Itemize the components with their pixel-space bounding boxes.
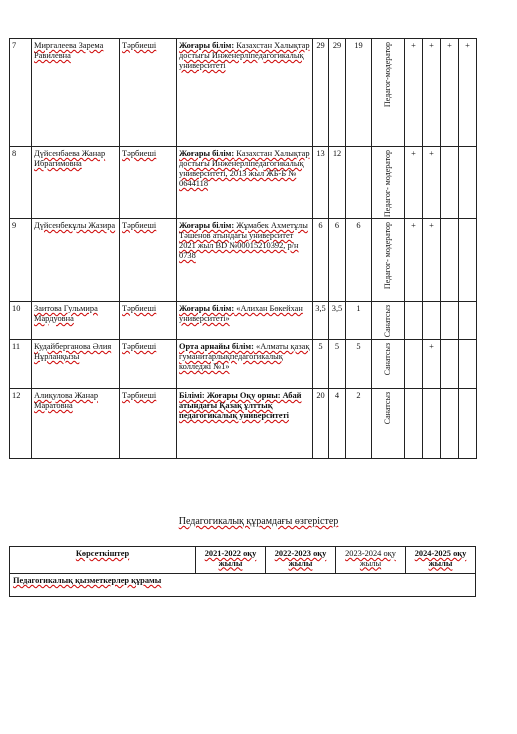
experience-here: 6 bbox=[346, 219, 372, 302]
year-header-2: 2022-2023 оқу жылы bbox=[266, 547, 336, 574]
row-number: 8 bbox=[10, 147, 32, 219]
teacher-position: Тәрбиеші bbox=[120, 302, 177, 340]
mark-2: + bbox=[423, 39, 441, 147]
changes-header-row bbox=[10, 547, 476, 574]
table-row bbox=[10, 389, 477, 459]
teacher-name: Кудайберганова Әлия Нұрланқызы bbox=[32, 340, 120, 389]
section-title-text: Педагогикалық құрамдағы өзгерістер bbox=[178, 516, 339, 527]
staff-composition-label: Педагогикалық қызметкерлер құрамы bbox=[10, 574, 476, 597]
row-number: 10 bbox=[10, 302, 32, 340]
row-number: 9 bbox=[10, 219, 32, 302]
teacher-position: Тәрбиеші bbox=[120, 39, 177, 147]
mark-2 bbox=[423, 302, 441, 340]
table-row bbox=[10, 340, 477, 389]
changes-table bbox=[9, 546, 476, 597]
teacher-position: Тәрбиеші bbox=[120, 147, 177, 219]
table-row bbox=[10, 147, 477, 219]
staff-table bbox=[9, 38, 477, 459]
teacher-position: Тәрбиеші bbox=[120, 340, 177, 389]
teacher-name: Дүйсенбаева Жанар Ибрагимовна bbox=[32, 147, 120, 219]
experience-here bbox=[346, 147, 372, 219]
experience-teaching: 4 bbox=[329, 389, 346, 459]
indicator-header: Көрсеткіштер bbox=[10, 547, 196, 574]
mark-3: + bbox=[441, 39, 459, 147]
mark-1: + bbox=[405, 219, 423, 302]
qualification-category: Педагог- модератор bbox=[372, 147, 405, 219]
mark-2: + bbox=[423, 219, 441, 302]
qualification-category: Санатсыз bbox=[372, 340, 405, 389]
table-row bbox=[10, 219, 477, 302]
experience-here: 2 bbox=[346, 389, 372, 459]
teacher-education: Жоғары білім: Казахстан Халықтар достығы Инженерліпедагогикалық университеті, 2013 жыл ЖБ-Б № 0644118 bbox=[177, 147, 313, 219]
mark-4 bbox=[459, 389, 477, 459]
table-row bbox=[10, 39, 477, 147]
experience-total: 13 bbox=[313, 147, 329, 219]
teacher-education: Орта арнайы білім: «Алматы қазақ гуманитарлықпедагогикалық колледжі №1» bbox=[177, 340, 313, 389]
experience-teaching: 3,5 bbox=[329, 302, 346, 340]
row-number: 12 bbox=[10, 389, 32, 459]
mark-3 bbox=[441, 219, 459, 302]
mark-4 bbox=[459, 340, 477, 389]
experience-here: 19 bbox=[346, 39, 372, 147]
experience-total: 6 bbox=[313, 219, 329, 302]
teacher-name: Алиқулова Жанар Маратовна bbox=[32, 389, 120, 459]
qualification-category: Санатсыз bbox=[372, 389, 405, 459]
teacher-name: Дүйсенбекұлы Жазира bbox=[32, 219, 120, 302]
mark-3 bbox=[441, 389, 459, 459]
experience-teaching: 5 bbox=[329, 340, 346, 389]
mark-2: + bbox=[423, 147, 441, 219]
experience-total: 29 bbox=[313, 39, 329, 147]
mark-1 bbox=[405, 302, 423, 340]
mark-1 bbox=[405, 340, 423, 389]
year-header-4: 2024-2025 оқу жылы bbox=[406, 547, 476, 574]
mark-1 bbox=[405, 389, 423, 459]
row-number: 7 bbox=[10, 39, 32, 147]
qualification-category: Педагог-модератор bbox=[372, 39, 405, 147]
qualification-category: Санатсыз bbox=[372, 302, 405, 340]
teacher-education: Жоғары білім: «Алихан Бөкейхан университеті» bbox=[177, 302, 313, 340]
section-title bbox=[0, 516, 517, 527]
experience-total: 20 bbox=[313, 389, 329, 459]
mark-1: + bbox=[405, 147, 423, 219]
mark-3 bbox=[441, 340, 459, 389]
teacher-name: Миргалеева Зарема Равилевна bbox=[32, 39, 120, 147]
teacher-education: Жоғары білім: Жұмабек Ахметұлы Тәшенов атындағы университет 2021 жыл BD №00015210392, р/н 0738 bbox=[177, 219, 313, 302]
mark-4 bbox=[459, 219, 477, 302]
mark-3 bbox=[441, 302, 459, 340]
mark-4 bbox=[459, 147, 477, 219]
experience-teaching: 29 bbox=[329, 39, 346, 147]
changes-data-row bbox=[10, 574, 476, 597]
qualification-category: Педагог- модератор bbox=[372, 219, 405, 302]
teacher-education: Жоғары білім: Казахстан Халықтар достығы Инженерліпедагогикалық университеті bbox=[177, 39, 313, 147]
row-number: 11 bbox=[10, 340, 32, 389]
table-row bbox=[10, 302, 477, 340]
experience-here: 1 bbox=[346, 302, 372, 340]
experience-total: 5 bbox=[313, 340, 329, 389]
experience-teaching: 6 bbox=[329, 219, 346, 302]
mark-4 bbox=[459, 302, 477, 340]
experience-here: 5 bbox=[346, 340, 372, 389]
mark-2 bbox=[423, 389, 441, 459]
year-header-3: 2023-2024 оқу жылы bbox=[336, 547, 406, 574]
teacher-name: Заитова Гульмира Мардуовна bbox=[32, 302, 120, 340]
mark-4: + bbox=[459, 39, 477, 147]
experience-teaching: 12 bbox=[329, 147, 346, 219]
teacher-position: Тәрбиеші bbox=[120, 389, 177, 459]
mark-2: + bbox=[423, 340, 441, 389]
teacher-position: Тәрбиеші bbox=[120, 219, 177, 302]
mark-1: + bbox=[405, 39, 423, 147]
teacher-education: Білімі: Жоғары Оқу орны: Абай атындағы Қазақ ұлттық педагогикалық университеті bbox=[177, 389, 313, 459]
experience-total: 3,5 bbox=[313, 302, 329, 340]
year-header-1: 2021-2022 оқу жылы bbox=[196, 547, 266, 574]
mark-3 bbox=[441, 147, 459, 219]
